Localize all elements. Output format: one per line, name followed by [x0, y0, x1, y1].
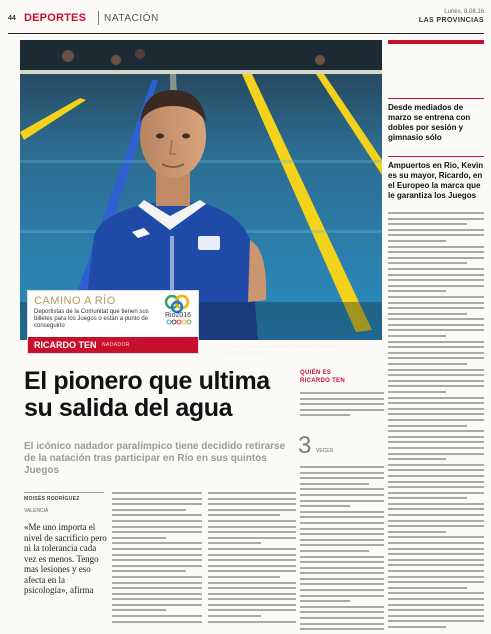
- sidebar-highlight-1-text: Desde mediados de marzo se entrena con dobles por sesión y gimnasio sólo: [388, 103, 471, 142]
- quien-es-name: RICARDO TEN: [300, 378, 345, 384]
- athlete-discipline: NADADOR: [102, 342, 130, 348]
- sidebar-highlight-2-text: Ampuertos en Rio, Kevin es su mayor, Ricardo, en el Europeo la marca que le garantiza los Juegos: [388, 161, 484, 200]
- author-name: MOISÉS RODRÍGUEZ: [24, 496, 80, 502]
- camino-description: Deportistas de la Comunitat que tienen sus billetes para los Juegos o están a punto de conseguirlo: [34, 309, 149, 329]
- byline: [24, 492, 104, 514]
- stat-label: VECES: [316, 448, 333, 454]
- quien-es-label: QUIÉN ES: [300, 370, 332, 376]
- header-rule: [8, 33, 484, 34]
- quien-es-box: [300, 369, 384, 385]
- sidebar-rule: [388, 156, 484, 157]
- camino-a-rio-box: [27, 290, 199, 354]
- rio2016-logo: [158, 293, 198, 325]
- athlete-name: RICARDO TEN: [34, 340, 97, 350]
- rio2016-logo-text: Rio2016: [164, 312, 192, 319]
- body-column-3: [300, 466, 384, 634]
- quien-es-text: [300, 392, 384, 420]
- sidebar-highlight-1: [388, 98, 484, 143]
- article-headline: El pionero que ultima su salida del agua: [24, 367, 270, 422]
- camino-title: CAMINO A RÍO: [34, 295, 116, 307]
- lead-quote: «Me uno importa el nivel de sacrificio pero ni la tolerancia cada vez es menos. Tengo mas lesiones y eso afecta en la psicología», afirma: [24, 522, 107, 595]
- sidebar-highlight-2: [388, 156, 484, 201]
- byline-rule: [24, 492, 104, 493]
- article-subheadline: El icónico nadador paralímpico tiene decidido retirarse de la natación tras participar en Río en sus quintos Juegos: [24, 441, 286, 476]
- newspaper-name: LAS PROVINCIAS: [418, 17, 484, 24]
- header-divider: [98, 11, 99, 25]
- body-column-1: [112, 492, 202, 626]
- stat-number: 3: [298, 432, 312, 459]
- page-header: [8, 9, 484, 31]
- sidebar-rule: [388, 98, 484, 99]
- section-title: DEPORTES: [24, 12, 87, 24]
- photo-caption: Ricardo Ten en la piscina del Complejo Deportivo-Cultural La Petxina: [226, 344, 337, 356]
- sidebar-accent: [388, 40, 484, 44]
- athlete-banner: [28, 337, 198, 353]
- rio2016-logo-icon: [158, 293, 198, 325]
- issue-date: Lunes, 8.08.16: [444, 9, 484, 15]
- page-number: 44: [8, 15, 16, 22]
- sidebar-body-text: [388, 212, 484, 632]
- subsection-title: NATACIÓN: [104, 13, 159, 24]
- dateline: VALENCIA: [24, 508, 49, 514]
- body-column-2: [208, 492, 296, 626]
